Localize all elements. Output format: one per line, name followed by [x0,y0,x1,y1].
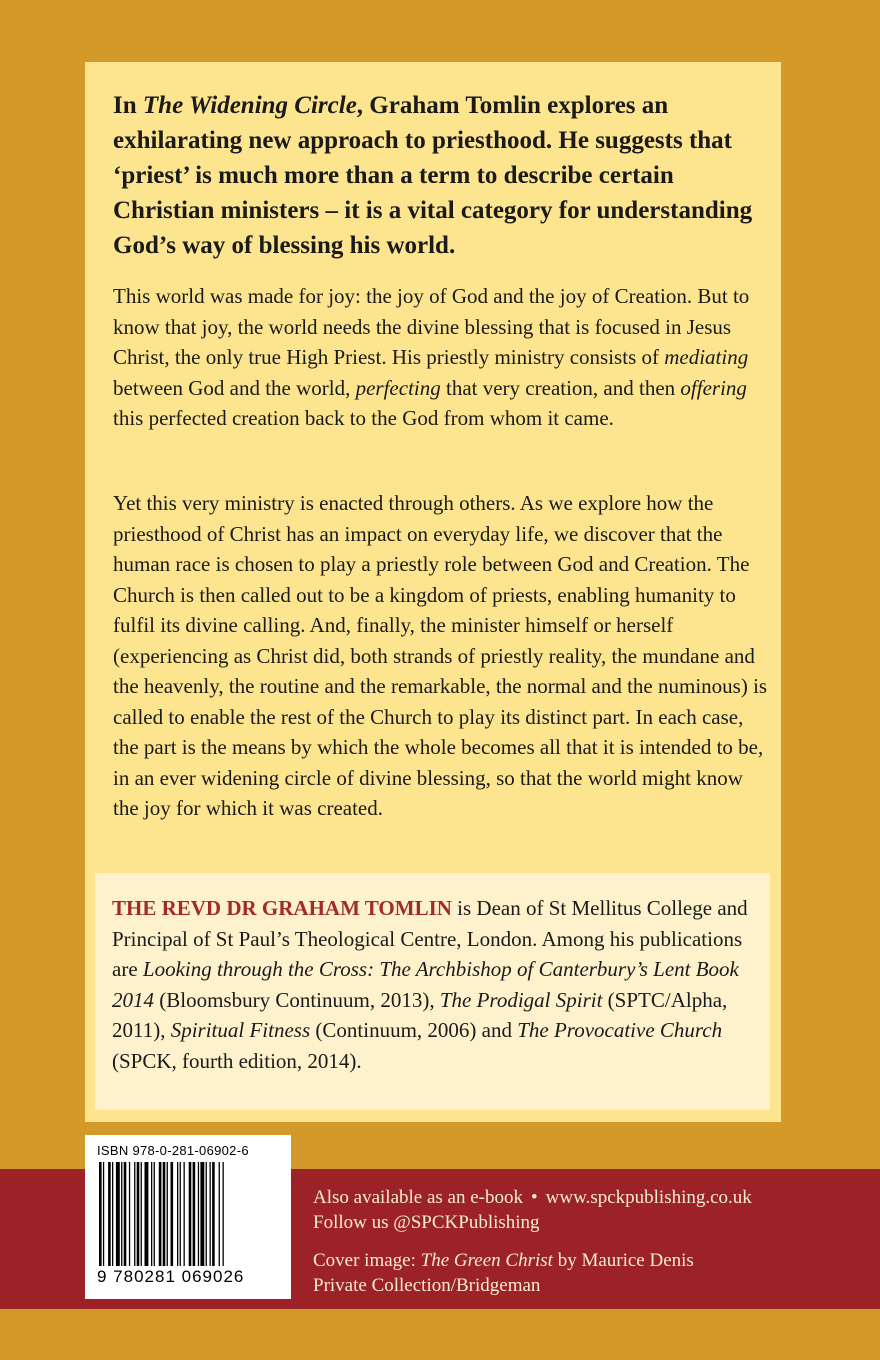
barcode-bar [180,1162,181,1266]
barcode-bar [200,1162,204,1266]
bullet-separator: • [530,1187,538,1208]
barcode-bar [141,1162,142,1266]
ebook-note: Also available as an e-book [313,1187,523,1208]
barcode-bars [97,1162,279,1266]
intro-paragraph: In The Widening Circle, Graham Tomlin explores an exhilarating new approach to priesthood. He suggests that ‘priest’ is much more than a term to describe certain Christian ministers – it is a vital category for understanding God’s way of blessing his world. [113,92,753,259]
barcode-bar [193,1162,196,1266]
barcode-bar [163,1162,166,1266]
isbn-barcode [85,1135,291,1299]
barcode-bar [99,1162,102,1266]
barcode-bar [154,1162,155,1266]
barcode-bar [137,1162,140,1266]
barcode-bar [171,1162,174,1266]
body-paragraph-1: This world was made for joy: the joy of God and the joy of Creation. But to know that joy, the world needs the divine blessing that is focused in Jesus Christ, the only true High Priest. His priestly ministry consists of mediating between God and the world, perfecting that very creation, and then offering this perfected creation back to the God from whom it came. [113,284,750,430]
barcode-bar [210,1162,211,1266]
author-bio: THE REVD DR GRAHAM TOMLIN is Dean of St Mellitus College and Principal of St Paul’s Theological Centre, London. Among his publications are Looking through the Cross: The Archbishop of Canterbury’s Lent Book 2014 (Bloomsbury Continuum, 2013), The Prodigal Spirit (SPTC/Alpha, 2011), Spiritual Fitness (Continuum, 2006) and The Provocative Church (SPCK, fourth edition, 2014). [112,896,748,1073]
barcode-bar [184,1162,185,1266]
barcode-bar [167,1162,168,1266]
barcode-bar [223,1162,224,1266]
barcode-bar [189,1162,192,1266]
body-paragraph-2: Yet this very ministry is enacted through others. As we explore how the priesthood of Christ has an impact on everyday life, we discover that the human race is chosen to play a priestly role between God and Creation. The Church is then called out to be a kingdom of priests, enabling humanity to fulfil its divine calling. And, finally, the minister himself or herself (experiencing as Christ did, both strands of priestly reality, the mundane and the heavenly, the routine and the remarkable, the normal and the numinous) is called to enable the rest of the Church to play its distinct part. In each case, the part is the means by which the whole becomes all that it is intended to be, in an ever widening circle of divine blessing, so that the world might know the joy for which it was created. [113,491,768,820]
barcode-bar [112,1162,113,1266]
barcode-bar [103,1162,104,1266]
barcode-bar [206,1162,207,1266]
barcode-bar [108,1162,111,1266]
isbn-label: ISBN 978-0-281-06902-6 [97,1143,249,1158]
author-name: THE REVD DR GRAHAM TOMLIN [112,896,452,920]
author-bio-box [95,873,770,1110]
barcode-bar [116,1162,120,1266]
barcode-bar [177,1162,178,1266]
barcode-bar [198,1162,199,1266]
barcode-bar [129,1162,130,1266]
barcode-bar [159,1162,162,1266]
barcode-digits: 9 780281 069026 [97,1267,245,1286]
barcode-bar [219,1162,220,1266]
barcode-bar [121,1162,122,1266]
barcode-bar [212,1162,215,1266]
follow-note: Follow us @SPCKPublishing [313,1212,540,1233]
barcode-bar [134,1162,135,1266]
publisher-info [313,1185,752,1235]
barcode-bar [124,1162,127,1266]
publisher-url[interactable]: www.spckpublishing.co.uk [545,1187,752,1208]
barcode-bar [151,1162,152,1266]
barcode-bar [145,1162,149,1266]
book-title: The Widening Circle [142,92,357,119]
cover-credit: Cover image: The Green Christ by Maurice Denis Private Collection/Bridgeman [313,1250,694,1296]
